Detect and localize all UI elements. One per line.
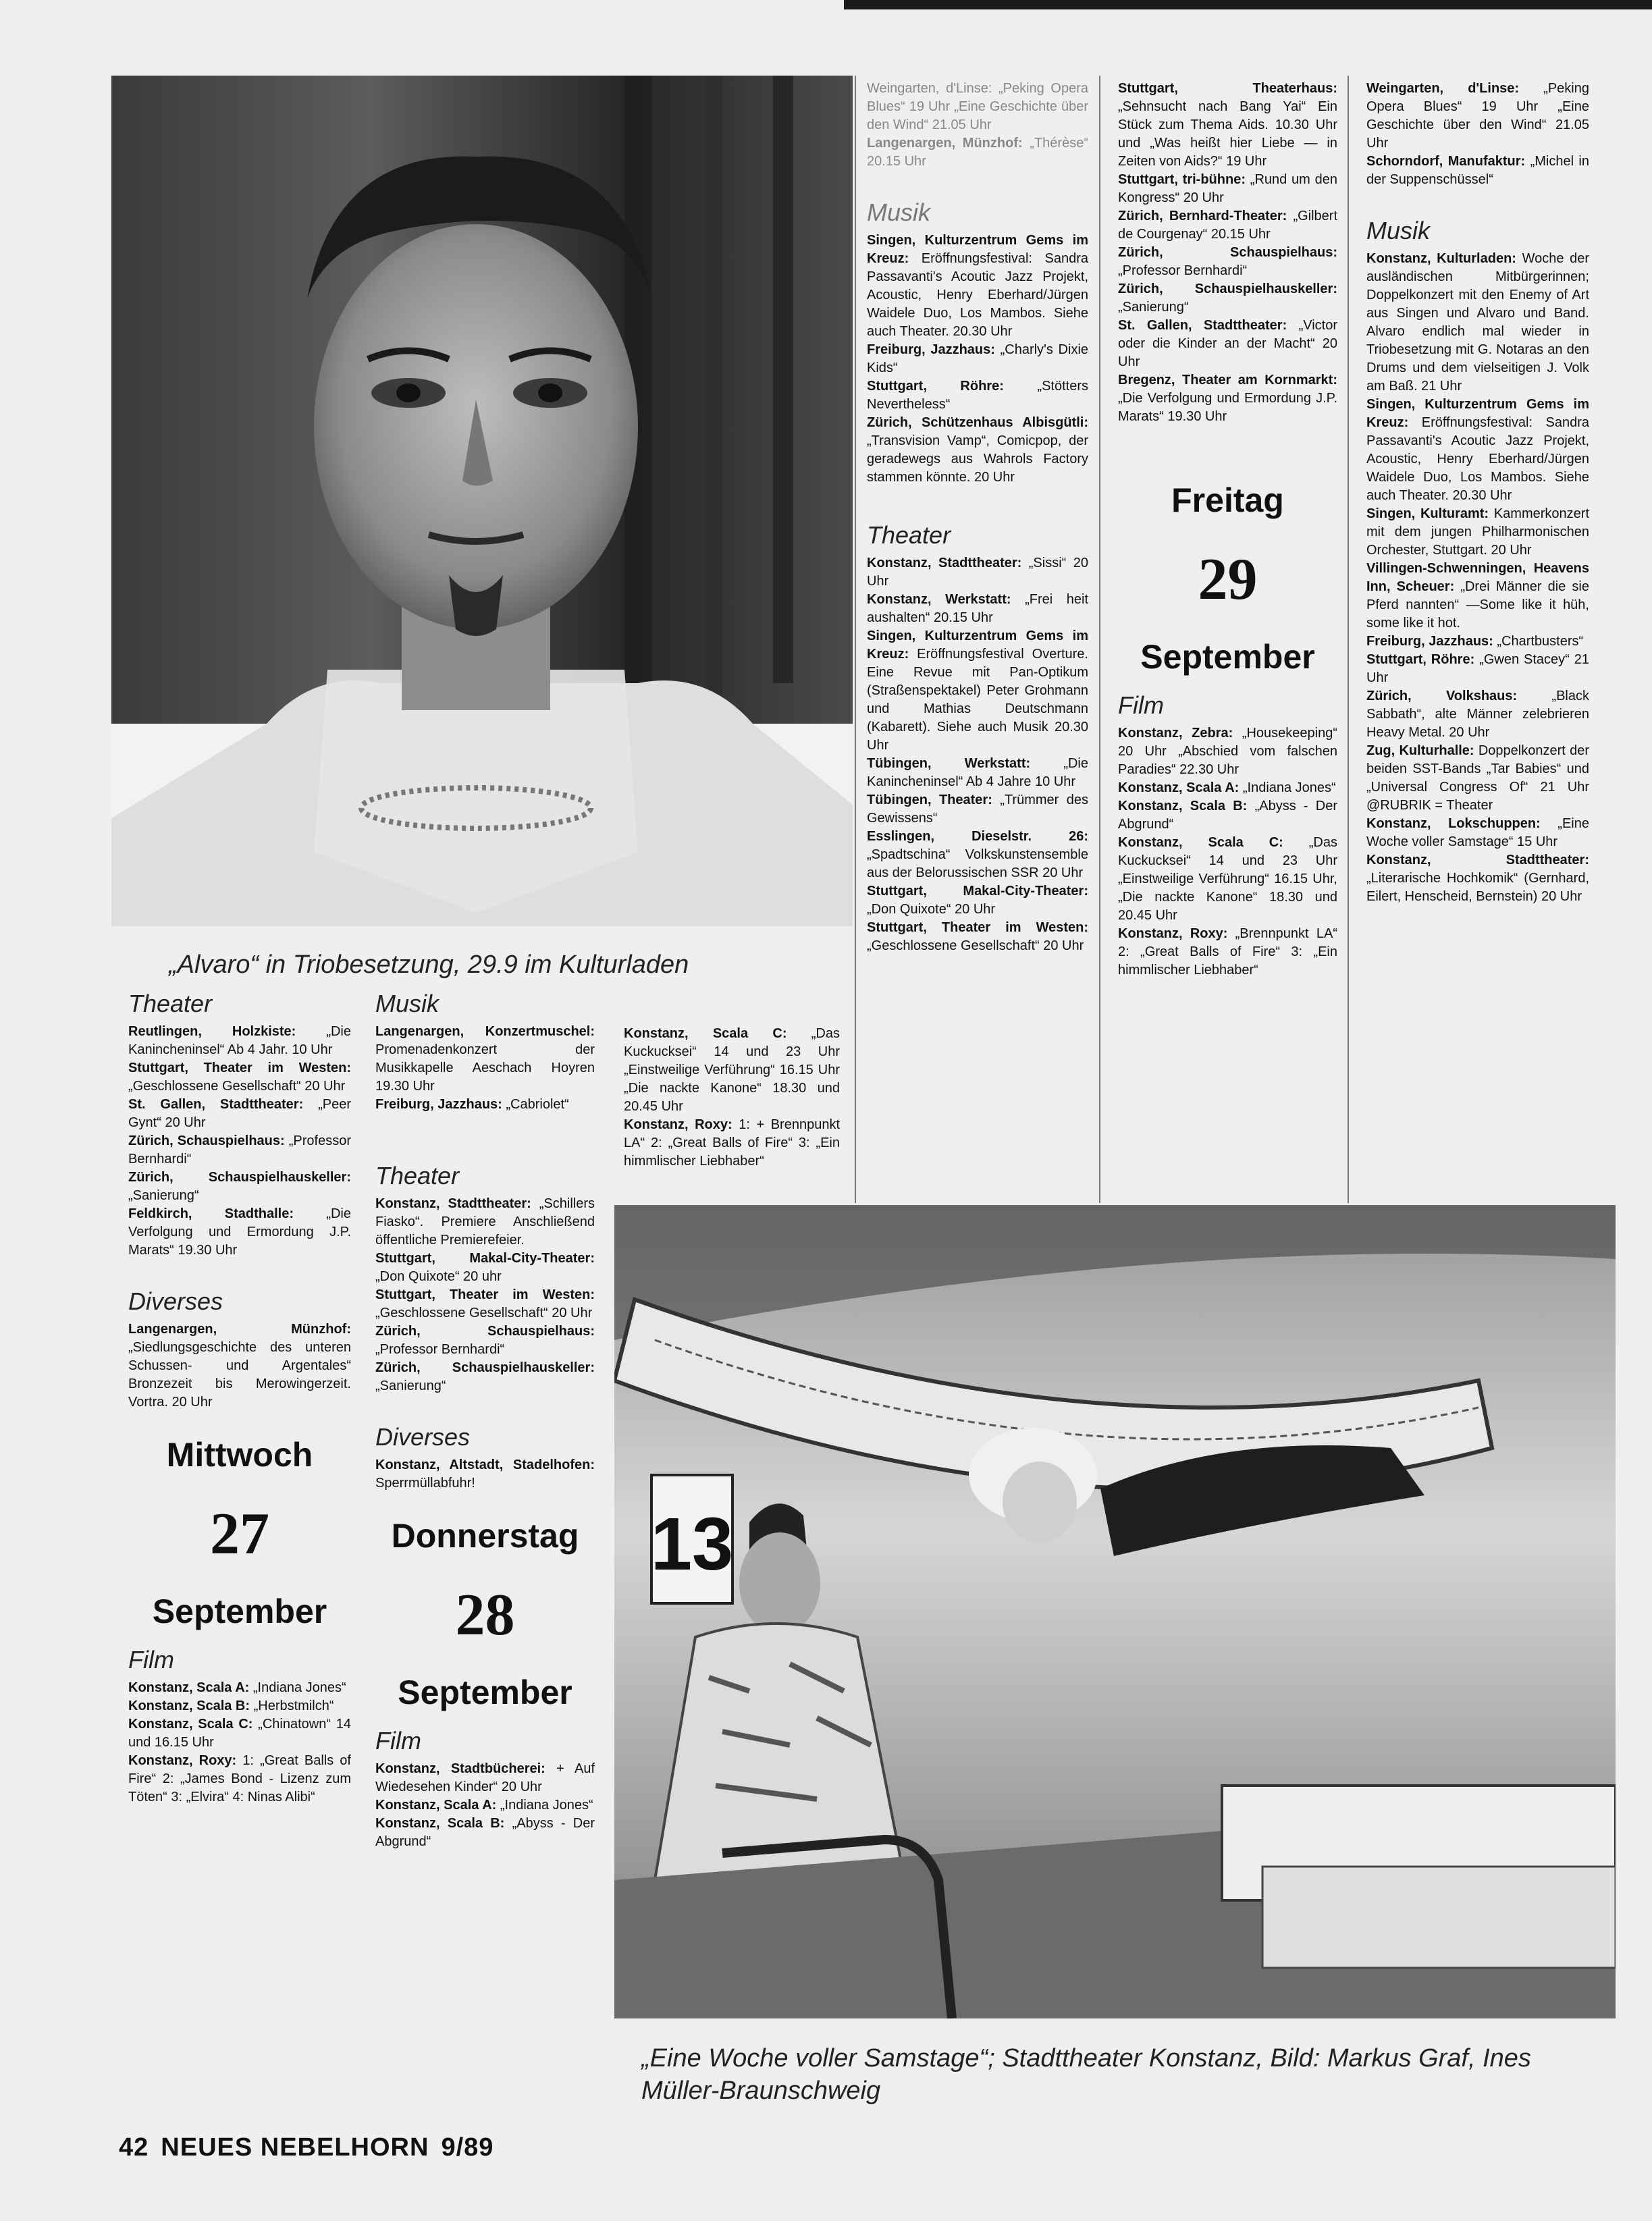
musik-heading: Musik (1366, 217, 1431, 244)
day-date: 28 (455, 1582, 515, 1648)
listing-entry: Konstanz, Scala B: „Abyss - Der Abgrund“ (1118, 799, 1337, 832)
theater-heading: Theater (128, 990, 213, 1017)
listing-entry: Stuttgart, Makal-City-Theater: „Don Quixote“ 20 uhr (375, 1251, 595, 1284)
film-heading: Film (375, 1727, 421, 1755)
film-heading: Film (128, 1646, 174, 1674)
day-month: September (1140, 638, 1315, 676)
column-donnerstag (375, 989, 595, 1851)
page-footer (119, 2133, 506, 2162)
listing-entry: Konstanz, Stadtbücherei: + Auf Wiedesehen Kinder“ 20 Uhr (375, 1761, 595, 1794)
calendar-number: 13 (650, 1503, 734, 1586)
column-freitag-cont (1366, 80, 1589, 906)
listing-entry: Bregenz, Theater am Kornmarkt: „Die Verfolgung und Ermordung J.P. Marats“ 19.30 Uhr (1118, 373, 1337, 424)
listing-entry: Konstanz, Zebra: „Housekeeping“ 20 Uhr „Abschied vom falschen Paradies“ 22.30 Uhr (1118, 726, 1337, 777)
listing-entry: St. Gallen, Stadttheater: „Victor oder die Kinder an der Macht“ 20 Uhr (1118, 318, 1337, 369)
listing-entry: Stuttgart, Theater im Westen: „Geschlossene Gesellschaft“ 20 Uhr (128, 1061, 351, 1094)
listing-entry: Zürich, Schauspielhaus: „Professor Bernhardi“ (375, 1324, 595, 1357)
listing-entry: Feldkirch, Stadthalle: „Die Verfolgung und Ermordung J.P. Marats“ 19.30 Uhr (128, 1206, 351, 1258)
listing-entry: Stuttgart, Makal-City-Theater: „Don Quixote“ 20 Uhr (867, 884, 1088, 917)
listing-entry: Konstanz, Altstadt, Stadelhofen: Sperrmüllabfuhr! (375, 1457, 595, 1491)
day-name: Donnerstag (391, 1517, 579, 1555)
listing-entry: Stuttgart, Theaterhaus: „Sehnsucht nach Bang Yai“ Ein Stück zum Thema Aids. 10.30 Uhr und „Was heißt hier Liebe — in Zeiten von Aids?“ 19 Uhr (1118, 81, 1337, 169)
listing-entry: Konstanz, Stadttheater: „Schillers Fiasko“. Premiere Anschließend öffentliche Premierefeier. (375, 1196, 595, 1248)
listing-entry: Konstanz, Scala B: „Herbstmilch“ (128, 1698, 334, 1713)
listing-entry: Reutlingen, Holzkiste: „Die Kanincheninsel“ Ab 4 Jahr. 10 Uhr (128, 1024, 351, 1057)
listing-entry: Zürich, Schauspielhaus: „Professor Bernhardi“ (128, 1133, 351, 1167)
musik-heading: Musik (375, 990, 439, 1017)
issue-number: 9/89 (441, 2133, 494, 2162)
day-heading-donnerstag (375, 1516, 595, 1713)
listing-entry: Konstanz, Roxy: 1: + Brennpunkt LA“ 2: „Great Balls of Fire“ 3: „Ein himmlischer Liebhaber“ (624, 1117, 840, 1169)
day-heading-freitag (1118, 480, 1337, 677)
portrait-illustration (111, 76, 853, 926)
stage-photo (614, 1205, 1616, 2018)
listing-entry: Konstanz, Scala A: „Indiana Jones“ (1118, 780, 1336, 795)
listing-entry: Konstanz, Stadttheater: „Literarische Hochkomik“ (Gernhard, Eilert, Henscheid, Bernstein) 20 Uhr (1366, 853, 1589, 904)
listing-entry: Freiburg, Jazzhaus: „Chartbusters“ (1366, 634, 1584, 649)
day-name: Freitag (1171, 481, 1284, 519)
theater-heading: Theater (375, 1162, 460, 1189)
listing-entry: Langenargen, Münzhof: „Thérèse“ 20.15 Uhr (867, 136, 1088, 169)
column-rule (1348, 76, 1349, 1203)
column-donnerstag-film-cont (624, 1025, 840, 1171)
listing-entry: Tübingen, Werkstatt: „Die Kanincheninsel“ Ab 4 Jahre 10 Uhr (867, 756, 1088, 789)
column-freitag (1118, 80, 1337, 980)
listing-entry: Konstanz, Scala A: „Indiana Jones“ (128, 1680, 346, 1695)
listing-entry: Tübingen, Theater: „Trümmer des Gewissens“ (867, 793, 1088, 826)
listing-entry: Zürich, Schauspielhauskeller: „Sanierung“ (1118, 282, 1337, 315)
listing-entry: Zürich, Schauspielhauskeller: „Sanierung“ (375, 1360, 595, 1393)
listing-entry: Weingarten, d'Linse: „Peking Opera Blues“ 19 Uhr „Eine Geschichte über den Wind“ 21.05 Uhr (867, 81, 1088, 132)
alvaro-portrait-photo (111, 76, 853, 926)
diverses-heading: Diverses (128, 1287, 223, 1315)
listing-entry: Konstanz, Scala B: „Abyss - Der Abgrund“ (375, 1816, 595, 1849)
listing-entry: Schorndorf, Manufaktur: „Michel in der Suppenschüssel“ (1366, 154, 1589, 187)
listing-entry: Konstanz, Scala A: „Indiana Jones“ (375, 1798, 593, 1813)
listing-entry: Villingen-Schwenningen, Heavens Inn, Scheuer: „Drei Männer die sie Pferd nannten“ —Some like it hüh, some like it hot. (1366, 561, 1589, 631)
stage-illustration (614, 1205, 1616, 2018)
film-heading: Film (1118, 691, 1164, 719)
listing-entry: Singen, Kulturzentrum Gems im Kreuz: Eröffnungsfestival Overture. Eine Revue mit Pan-Optikum (Straßenspektakel) Peter Grohmann und Mathias Deutschmann (Kabarett). Siehe auch Musik 20.30 Uhr (867, 628, 1088, 753)
listing-entry: Langenargen, Konzertmuschel: Promenadenkonzert der Musikkapelle Aeschach Hoyren 19.30 Uhr (375, 1024, 595, 1094)
listing-entry: Zürich, Schauspielhauskeller: „Sanierung“ (128, 1170, 351, 1203)
column-rule (855, 76, 856, 1203)
listing-entry: Konstanz, Kulturladen: Woche der ausländischen Mitbürgerinnen; Doppelkonzert mit den Enemy of Art aus Singen und Alvaro und Band. Alvaro endlich mal wieder in Triobesetzung mit G. Notaras an den Drums und dem vielseitigen J. Volk am Baß. 21 Uhr (1366, 251, 1590, 394)
page-number: 42 (119, 2133, 149, 2162)
listing-entry: Zürich, Volkshaus: „Black Sabbath“, alte Männer zelebrieren Heavy Metal. 20 Uhr (1366, 689, 1589, 740)
stage-photo-caption: „Eine Woche voller Samstage“; Stadttheater Konstanz, Bild: Markus Graf, Ines Müller-Braunschweig (641, 2044, 1531, 2105)
theater-heading: Theater (867, 521, 951, 549)
musik-heading: Musik (867, 198, 931, 226)
day-date: 29 (1198, 547, 1258, 612)
listing-entry: Freiburg, Jazzhaus: „Charly's Dixie Kids“ (867, 342, 1089, 375)
listing-entry: Freiburg, Jazzhaus: „Cabriolet“ (375, 1097, 569, 1112)
listing-entry: Singen, Kulturamt: Kammerkonzert mit dem jungen Philharmonischen Orchester, Stuttgart. 20 Uhr (1366, 506, 1589, 558)
listing-entry: Konstanz, Stadttheater: „Sissi“ 20 Uhr (867, 556, 1088, 589)
listing-entry: Esslingen, Dieselstr. 26: „Spadtschina“ Volkskunstensemble aus der Belorussischen SSR 20 Uhr (867, 829, 1088, 880)
listing-entry: Zürich, Schauspielhaus: „Professor Bernhardi“ (1118, 245, 1337, 278)
day-date: 27 (210, 1501, 269, 1567)
listing-entry: Stuttgart, Theater im Westen: „Geschlossene Gesellschaft“ 20 Uhr (867, 920, 1088, 953)
day-name: Mittwoch (166, 1436, 313, 1474)
listing-entry: Stuttgart, tri-bühne: „Rund um den Kongress“ 20 Uhr (1118, 172, 1337, 205)
top-edge-bar (844, 0, 1652, 9)
listing-entry: Stuttgart, Röhre: „Stötters Nevertheless“ (867, 379, 1088, 412)
listing-entry: Konstanz, Lokschuppen: „Eine Woche voller Samstage“ 15 Uhr (1366, 816, 1589, 849)
listing-entry: Konstanz, Roxy: „Brennpunkt LA“ 2: „Great Balls of Fire“ 3: „Ein himmlischer Liebhaber“ (1118, 926, 1337, 978)
diverses-heading: Diverses (375, 1423, 471, 1451)
listing-entry: Konstanz, Werkstatt: „Frei heit aushalten“ 20.15 Uhr (867, 592, 1088, 625)
listing-entry: Stuttgart, Röhre: „Gwen Stacey“ 21 Uhr (1366, 652, 1589, 685)
day-heading-mittwoch (128, 1435, 351, 1632)
listing-entry: Konstanz, Scala C: „Chinatown“ 14 und 16.15 Uhr (128, 1717, 351, 1750)
listing-entry: Singen, Kulturzentrum Gems im Kreuz: Eröffnungsfestival: Sandra Passavanti's Acoutic Jazz Projekt, Acoustic, Henry Eberhard/Jürgen Waidele Duo, Los Mambos. Siehe auch Theater. 20.30 Uhr (867, 233, 1088, 339)
listing-entry: Konstanz, Scala C: „Das Kuckucksei“ 14 und 23 Uhr „Einstweilige Verführung“ 16.15 Uhr, „Die nackte Kanone“ 18.30 und 20.45 Uhr (1118, 835, 1337, 923)
listing-entry: Zug, Kulturhalle: Doppelkonzert der beiden SST-Bands „Tar Babies“ und „Universal Congress Of“ 21 Uhr @RUBRIK = Theater (1366, 743, 1589, 813)
day-month: September (398, 1674, 572, 1711)
listing-entry: Stuttgart, Theater im Westen: „Geschlossene Gesellschaft“ 20 Uhr (375, 1287, 595, 1320)
column-mittwoch (128, 989, 351, 1807)
listing-entry: Zürich, Bernhard-Theater: „Gilbert de Courgenay“ 20.15 Uhr (1118, 209, 1338, 242)
listing-entry: Konstanz, Roxy: 1: „Great Balls of Fire“ 2: „James Bond - Lizenz zum Töten“ 3: „Elvira“ 4: Ninas Alibi“ (128, 1753, 351, 1804)
listing-entry: Zürich, Schützenhaus Albisgütli: „Transvision Vamp“, Comicpop, der geradewegs aus Wahrols Factory stammen könnte. 20 Uhr (867, 415, 1088, 485)
listing-entry: Weingarten, d'Linse: „Peking Opera Blues“ 19 Uhr „Eine Geschichte über den Wind“ 21.05 Uhr (1366, 81, 1589, 151)
magazine-name: NEUES NEBELHORN (161, 2133, 429, 2162)
day-month: September (152, 1593, 327, 1630)
column-donnerstag-cont (867, 80, 1088, 955)
listing-entry: Konstanz, Scala C: „Das Kuckucksei“ 14 und 23 Uhr „Einstweilige Verführung“ 16.15 Uhr „Die nackte Kanone“ 18.30 und 20.45 Uhr (624, 1026, 840, 1114)
alvaro-caption: „Alvaro“ in Triobesetzung, 29.9 im Kulturladen (169, 951, 689, 979)
listing-entry: Singen, Kulturzentrum Gems im Kreuz: Eröffnungsfestival: Sandra Passavanti's Acoutic Jazz Projekt, Acoustic, Henry Eberhard/Jürgen Waidele Duo, Los Mambos. Siehe auch Theater. 20.30 Uhr (1366, 397, 1589, 503)
listing-entry: Langenargen, Münzhof: „Siedlungsgeschichte des unteren Schussen- und Argentales“ Bronzezeit bis Merowingerzeit. Vortra. 20 Uhr (128, 1322, 351, 1410)
listing-entry: St. Gallen, Stadttheater: „Peer Gynt“ 20 Uhr (128, 1097, 351, 1130)
column-rule (1099, 76, 1100, 1203)
